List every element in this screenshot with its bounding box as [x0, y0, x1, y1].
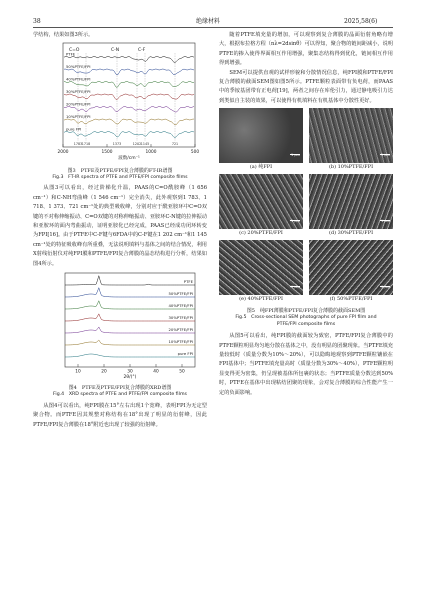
fig3-caption-cn: 图3 PTFE及PTFE/FPI复合薄膜的FT-IR谱图 [67, 167, 173, 174]
fig5-caption-cn: 图5 纯FPI薄膜和PTFE/FPI复合薄膜的截面SEM图 [246, 308, 366, 315]
ftir-trace-label: 30%PTFE/FPI [66, 89, 91, 95]
ftir-peak-label: 1373 [112, 142, 122, 147]
band-label-cf: C-F [138, 48, 146, 54]
sem-label-a: (a) 纯FPI [249, 164, 273, 171]
sem-image-a: 1 μm [219, 108, 303, 163]
ftir-tick-label: 2000 [57, 150, 69, 156]
ftir-trace [64, 82, 194, 88]
ftir-xlabel: 波数/cm⁻¹ [118, 156, 140, 162]
ftir-tick-label: 500 [190, 150, 200, 156]
ftir-trace-label: PTFE [66, 51, 76, 57]
ftir-peak-label: 1718 [81, 142, 91, 147]
figure-4 [33, 271, 207, 399]
fig3-caption-en: Fig.3 FT-IR spectra of PTFE and PTFE/FPI composite films [52, 174, 188, 180]
ftir-trace [64, 132, 194, 138]
ftir-tick-label: 1000 [145, 150, 157, 156]
ftir-trace-label: 20%PTFE/FPI [66, 101, 91, 107]
figure-3 [33, 41, 207, 181]
intro-line: 学结构，结果如图3所示。 [33, 32, 94, 38]
ftir-tick-label: 1500 [101, 150, 113, 156]
xrd-tick-label: 20 [101, 369, 107, 375]
left-column [33, 31, 207, 430]
fig4-caption-en: Fig.4 XRD spectra of PTFE and PTFE/FPI composite films [53, 392, 187, 398]
xrd-trace [65, 276, 195, 285]
xrd-tick-label: 50 [179, 369, 185, 375]
right-paragraph-3: 从图5可以看出，纯FPI膜的截面较为致密，PTFE/FPI复合薄膜中的PTFE颗粒明显均匀地分散在基体之中，没有明显的团聚现象。当PTFE填充量较低时（质量分数为10%～20%），可以隐晦地观察到PTFE颗粒镶嵌在FPI基体中；当PTFE填充量高时（质量分数为30%～40%），PTFE颗粒明显变得更为密集，仍呈现被基体所包裹的状态；当PTFE质量分数达到50%时，PTFE在基体中出现粘结团聚的现象，会对复合薄膜的综合性能产生一定的负面影响。 [219, 333, 393, 396]
sem-image-f: 1 μm [309, 240, 393, 295]
sem-panel-f [309, 240, 393, 303]
ftir-trace-label: pure FPI [66, 126, 82, 132]
ftir-trace [64, 107, 194, 113]
ftir-trace [64, 69, 194, 75]
ftir-trace-label: 40%PTFE/FPI [66, 76, 91, 82]
band-label-co: C=O [69, 48, 80, 54]
fig5-caption-en-1: Fig.5 Cross-sectional SEM photographs of pure FPI film and [235, 315, 377, 321]
sem-panel-b [309, 108, 393, 171]
sem-label-c: (c) 20%PTFE/FPI [239, 230, 283, 237]
right-paragraph-1: 随着PTFE填充量的增加，可以观察到复合薄膜的晶面衍射角略有增大，根据布拉格方程（nλ=2dsinθ）可以得知，聚合物的链间距减小，说明PTFE的掺入使得界面相互作用增强，聚集态结构得到优化，链间相互作用得到增强。 [219, 32, 393, 67]
left-paragraph-1: 从图3可以看出，经过阶梯化升温，PAAS的C=O酰胺峰（1 656 cm⁻¹）和C-NH弯曲峰（1 546 cm⁻¹）完全消失，此外观察到1 783、1 718、1 373、721 cm⁻¹处的典型吸收峰，分别对应于酰亚胺环中C=O双键的不对称伸缩振动、C=O双键的对称伸缩振动、亚胺环C-N键的拉伸振动和亚胺环的面内弯曲振动，证明亚胺化已经完成，PAAS已经成功闭环转变为FPI[16]。由于PTFE中C-F键与6FDA中的C-F键在1 202 cm⁻¹和1 145 cm⁻¹处的特征吸收峰有所重叠，无法说明填料与基体之间的结合情况，利用X射线衍射仪对纯FPI膜和PTFE/FPI复合薄膜的晶态结构进行分析，结果如图4所示。 [33, 185, 207, 267]
xrd-tick-label: 30 [127, 369, 133, 375]
page-header [0, 0, 427, 30]
sem-label-d: (d) 30%PTFE/FPI [328, 230, 374, 237]
sem-image-d: 1 μm [309, 174, 393, 229]
xrd-trace [65, 354, 195, 357]
sem-label-f: (f) 50%PTFE/FPI [329, 296, 373, 303]
ftir-peak-label: 1145 [140, 142, 150, 147]
ftir-peak-label: 1783 [73, 142, 83, 147]
ftir-trace [64, 57, 194, 63]
issue-info: 2025,58(6) [344, 18, 378, 25]
journal-name: 绝缘材料 [196, 18, 221, 25]
xrd-trace-label: pure FPI [177, 350, 193, 356]
sem-panel-c [219, 174, 303, 237]
xrd-trace-label: 30%PTFE/FPI [168, 314, 193, 320]
ftir-trace-label: 50%PTFE/FPI [66, 64, 91, 70]
left-paragraph-2: 从图4可以看出，纯FPI膜在15°左右出现1个宽峰，表明FPI为无定型聚合物。而PTFE因其规整对称结构在18°出现了明显的衍射峰，因此PTFE/FPI复合薄膜在18°附近也出现了较强的衍射峰。 [33, 402, 207, 428]
xrd-trace-label: 20%PTFE/FPI [168, 326, 193, 332]
ftir-trace [64, 94, 194, 99]
sem-image-b: 1 μm [309, 108, 393, 163]
xrd-trace-label: PTFE [183, 278, 193, 284]
ftir-trace [64, 119, 194, 125]
band-label-cn: C-N [111, 48, 120, 54]
xrd-trace-label: 10%PTFE/FPI [168, 338, 193, 344]
xrd-trace-label: 50%PTFE/FPI [168, 290, 193, 296]
xrd-tick-label: 10 [75, 369, 81, 375]
fig5-caption-en-2: PTFE/FPI composite films [276, 321, 336, 327]
ftir-chart [33, 41, 207, 163]
ftir-peak-label: 1202 [132, 142, 142, 147]
figure-5 [219, 108, 393, 308]
ftir-trace-label: 10%PTFE/FPI [66, 114, 91, 120]
sem-panel-d [309, 174, 393, 237]
sem-panel-a [219, 108, 303, 171]
xrd-chart [33, 271, 207, 381]
xrd-trace-label: 40%PTFE/FPI [168, 302, 193, 308]
sem-image-e: 1 μm [219, 240, 303, 295]
right-paragraph-2: SEM可以提供直观的试样形貌和分散情况信息，纯FPI膜和PTFE/FPI复合薄膜的截面SEM图如图5所示。PTFE颗粒表面带有负电荷，而PAAS中的季铵基团带有正电荷[19]，两者之间存在库伦引力，通过静电吸引力达到类似自主装的效果，可以使得有机填料在有机基体中分散性更好。 [219, 69, 393, 104]
sem-image-c: 1 μm [219, 174, 303, 229]
right-column [219, 31, 393, 398]
ftir-peak-label: 721 [171, 142, 179, 147]
sem-label-b: (b) 10%PTFE/FPI [328, 164, 374, 171]
sem-label-e: (e) 40%PTFE/FPI [239, 296, 283, 303]
fig4-caption-cn: 图4 PTFE及PTFE/FPI复合薄膜的XRD谱图 [68, 385, 172, 392]
sem-panel-e [219, 240, 303, 303]
xrd-xlabel: 2θ/(°) [123, 374, 137, 380]
header-rule [33, 27, 393, 28]
xrd-tick-label: 40 [153, 369, 159, 375]
page-number: 38 [33, 18, 41, 25]
